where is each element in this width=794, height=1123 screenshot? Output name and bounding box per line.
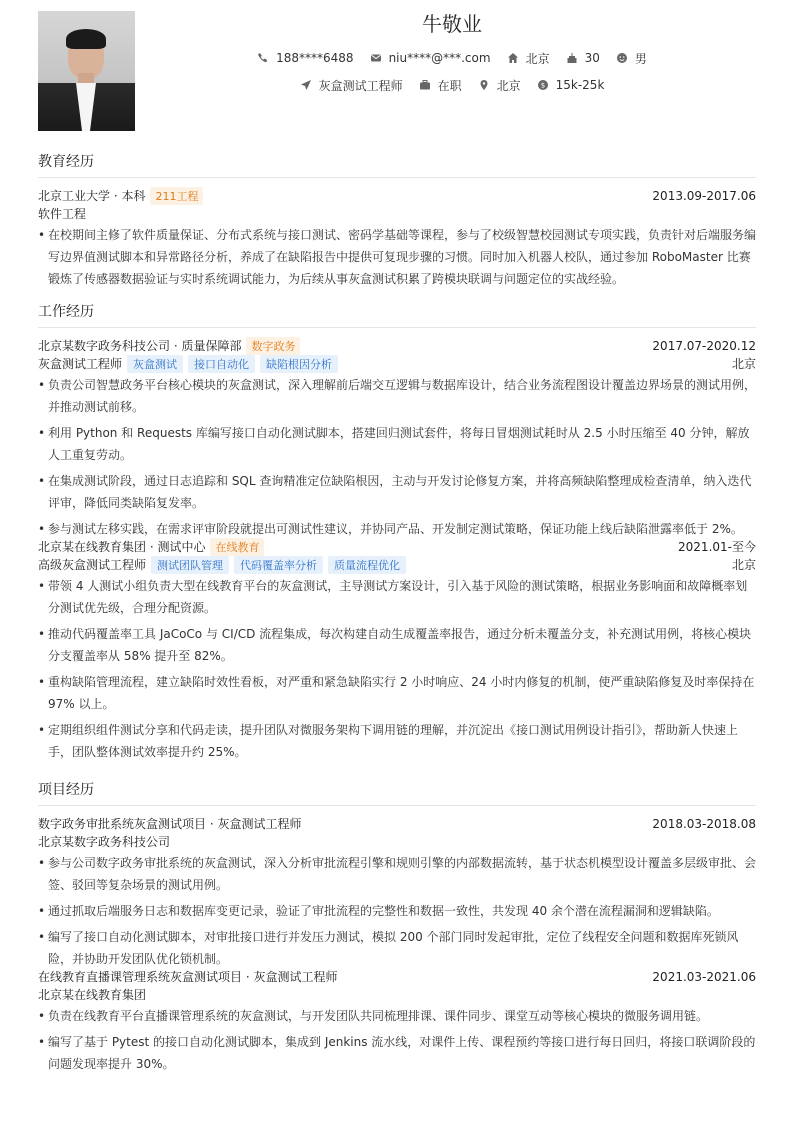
- position-info: [300, 77, 403, 94]
- list-item: • 定期组织组件测试分享和代码走读，提升团队对微服务架构下调用链的理解，并沉淀出《接口测试用例设计指引》，帮助新人快速上手，团队整体测试效率提升约 25%。: [38, 719, 756, 763]
- phone-icon: [257, 52, 269, 64]
- skill-tag: 质量流程优化: [328, 556, 406, 574]
- profile-header: [148, 10, 756, 92]
- job-bullets: [38, 575, 756, 763]
- home-icon: [507, 52, 519, 64]
- project-bullets: [38, 1005, 756, 1075]
- list-item: • 编写了接口自动化测试脚本，对审批接口进行并发压力测试，模拟 200 个部门同时发起审批，定位了线程安全问题和数据库死锁风险，并协助开发团队优化锁机制。: [38, 926, 756, 970]
- job-date: 2021.01-至今: [678, 540, 756, 554]
- project-name: 在线教育直播课管理系统灰盒测试项目 · 灰盒测试工程师: [38, 970, 338, 984]
- gender-info: [616, 50, 647, 67]
- list-item: • 参与测试左移实践，在需求评审阶段就提出可测试性建议，并协同产品、开发制定测试策略，保证功能上线后缺陷泄露率低于 2%。: [38, 518, 756, 540]
- school-name: 北京工业大学 · 本科: [38, 189, 146, 203]
- gender-icon: [616, 52, 628, 64]
- project-date: 2021.03-2021.06: [652, 969, 756, 984]
- location-value: 北京: [525, 51, 550, 66]
- email-value: niu****@***.com: [388, 51, 491, 65]
- position-value: 灰盒测试工程师: [318, 78, 403, 93]
- list-item: • 负责在线教育平台直播课管理系统的灰盒测试，与开发团队共同梳理排课、课件同步、课堂互动等核心模块的微服务调用链。: [38, 1005, 756, 1027]
- gender-value: 男: [634, 51, 647, 66]
- status-info: [419, 77, 462, 94]
- skill-tag: 接口自动化: [188, 355, 255, 373]
- job-date: 2017.07-2020.12: [652, 338, 756, 353]
- projects-title: 项目经历: [38, 779, 756, 806]
- project-company: 北京某数字政务科技公司: [38, 835, 171, 849]
- list-item: • 在集成测试阶段，通过日志追踪和 SQL 查询精准定位缺陷根因，主动与开发讨论修复方案，并将高频缺陷整理成检查清单，纳入迭代评审，降低同类缺陷复发率。: [38, 470, 756, 514]
- job-sub: [38, 355, 756, 372]
- project-date: 2018.03-2018.08: [652, 816, 756, 831]
- education-bullets: [38, 224, 756, 290]
- list-item: • 参与公司数字政务审批系统的灰盒测试，深入分析审批流程引擎和规则引擎的内部数据流转，基于状态机模型设计覆盖多层级审批、会签、驳回等复杂场景的测试用例。: [38, 852, 756, 896]
- job-city: 北京: [731, 558, 756, 572]
- job-city: 北京: [731, 357, 756, 371]
- phone-info: [257, 51, 353, 65]
- education-date: 2013.09-2017.06: [652, 188, 756, 203]
- job-head: [38, 538, 756, 555]
- job-intent-row: [148, 78, 756, 92]
- list-item: • 利用 Python 和 Requests 库编写接口自动化测试脚本，搭建回归测试套件，将每日冒烟测试耗时从 2.5 小时压缩至 40 分钟，解放人工重复劳动。: [38, 422, 756, 466]
- skill-tag: 缺陷根因分析: [260, 355, 338, 373]
- phone-value: 188****6488: [276, 51, 354, 65]
- skill-tag: 代码覆盖率分析: [234, 556, 323, 574]
- project-sub: [38, 833, 756, 850]
- job-industry-tag: 数字政务: [246, 337, 300, 355]
- project-bullets: [38, 852, 756, 970]
- age-info: [566, 51, 600, 65]
- candidate-name: 牛敬业: [422, 12, 482, 36]
- list-item: • 在校期间主修了软件质量保证、分布式系统与接口测试、密码学基础等课程，参与了校级智慧校园测试专项实践，负责针对后端服务编写边界值测试脚本和异常路径分析，养成了在缺陷报告中提供可复现步骤的习惯。同时加入机器人校队，通过参加 RoboMaster 比赛锻炼了传感器数据验证与实时系统调试能力，为后续从事灰盒测试积累了跨模块联调与问题定位的实战经验。: [38, 224, 756, 290]
- briefcase-icon: [419, 79, 431, 91]
- list-item: • 推动代码覆盖率工具 JaCoCo 与 CI/CD 流程集成，每次构建自动生成覆盖率报告，通过分析未覆盖分支，补充测试用例，将核心模块分支覆盖率从 58% 提升至 82%。: [38, 623, 756, 667]
- projects-section: [38, 779, 756, 1079]
- education-sub: [38, 205, 756, 222]
- work-title: 工作经历: [38, 301, 756, 328]
- location-info: [507, 50, 550, 67]
- project-entry: [38, 968, 756, 1075]
- job-head: [38, 337, 756, 354]
- salary-value: 15k-25k: [555, 78, 605, 92]
- education-section: [38, 151, 756, 294]
- list-item: • 负责公司智慧政务平台核心模块的灰盒测试，深入理解前后端交互逻辑与数据库设计，结合业务流程图设计覆盖边界场景的测试用例，并推动测试前移。: [38, 374, 756, 418]
- project-head: [38, 815, 756, 832]
- skill-tag: 灰盒测试: [127, 355, 183, 373]
- job-bullets: [38, 374, 756, 540]
- education-title: 教育经历: [38, 151, 756, 178]
- age-icon: [566, 52, 578, 64]
- job-entry: [38, 337, 756, 540]
- job-industry-tag: 在线教育: [210, 538, 264, 556]
- job-company: 北京某在线教育集团 · 测试中心: [38, 540, 206, 554]
- target-city-info: [478, 77, 521, 94]
- email-info: [370, 51, 491, 65]
- project-name: 数字政务审批系统灰盒测试项目 · 灰盒测试工程师: [38, 817, 302, 831]
- contact-row: [148, 51, 756, 65]
- list-item: • 重构缺陷管理流程，建立缺陷时效性看板，对严重和紧急缺陷实行 2 小时响应、24 小时内修复的机制，使严重缺陷修复及时率保持在 97% 以上。: [38, 671, 756, 715]
- job-role: 灰盒测试工程师: [38, 357, 123, 371]
- list-item: • 编写了基于 Pytest 的接口自动化测试脚本，集成到 Jenkins 流水线，对课件上传、课程预约等接口进行每日回归，将接口联调阶段的问题发现率提升 30%。: [38, 1031, 756, 1075]
- major: 软件工程: [38, 207, 87, 221]
- profile-photo: [38, 11, 135, 131]
- school-tag: 211工程: [150, 187, 203, 205]
- job-role: 高级灰盒测试工程师: [38, 558, 147, 572]
- age-value: 30: [584, 51, 600, 65]
- job-sub: [38, 556, 756, 573]
- send-icon: [300, 79, 312, 91]
- svg-text:$: $: [540, 81, 545, 90]
- salary-icon: [537, 79, 549, 91]
- project-sub: [38, 986, 756, 1003]
- status-value: 在职: [437, 78, 462, 93]
- job-company: 北京某数字政务科技公司 · 质量保障部: [38, 339, 242, 353]
- project-head: [38, 968, 756, 985]
- job-entry: [38, 538, 756, 763]
- target-city-value: 北京: [496, 78, 521, 93]
- project-entry: [38, 815, 756, 970]
- list-item: • 通过抓取后端服务日志和数据库变更记录，验证了审批流程的完整性和数据一致性，共发现 40 余个潜在流程漏洞和逻辑缺陷。: [38, 900, 756, 922]
- mail-icon: [370, 52, 382, 64]
- project-company: 北京某在线教育集团: [38, 988, 147, 1002]
- salary-info: [537, 78, 605, 92]
- skill-tag: 测试团队管理: [151, 556, 229, 574]
- work-section: [38, 301, 756, 767]
- location-icon: [478, 79, 490, 91]
- list-item: • 带领 4 人测试小组负责大型在线教育平台的灰盒测试，主导测试方案设计，引入基于风险的测试策略，根据业务影响面和故障概率划分测试优先级，合理分配资源。: [38, 575, 756, 619]
- education-head: [38, 187, 756, 204]
